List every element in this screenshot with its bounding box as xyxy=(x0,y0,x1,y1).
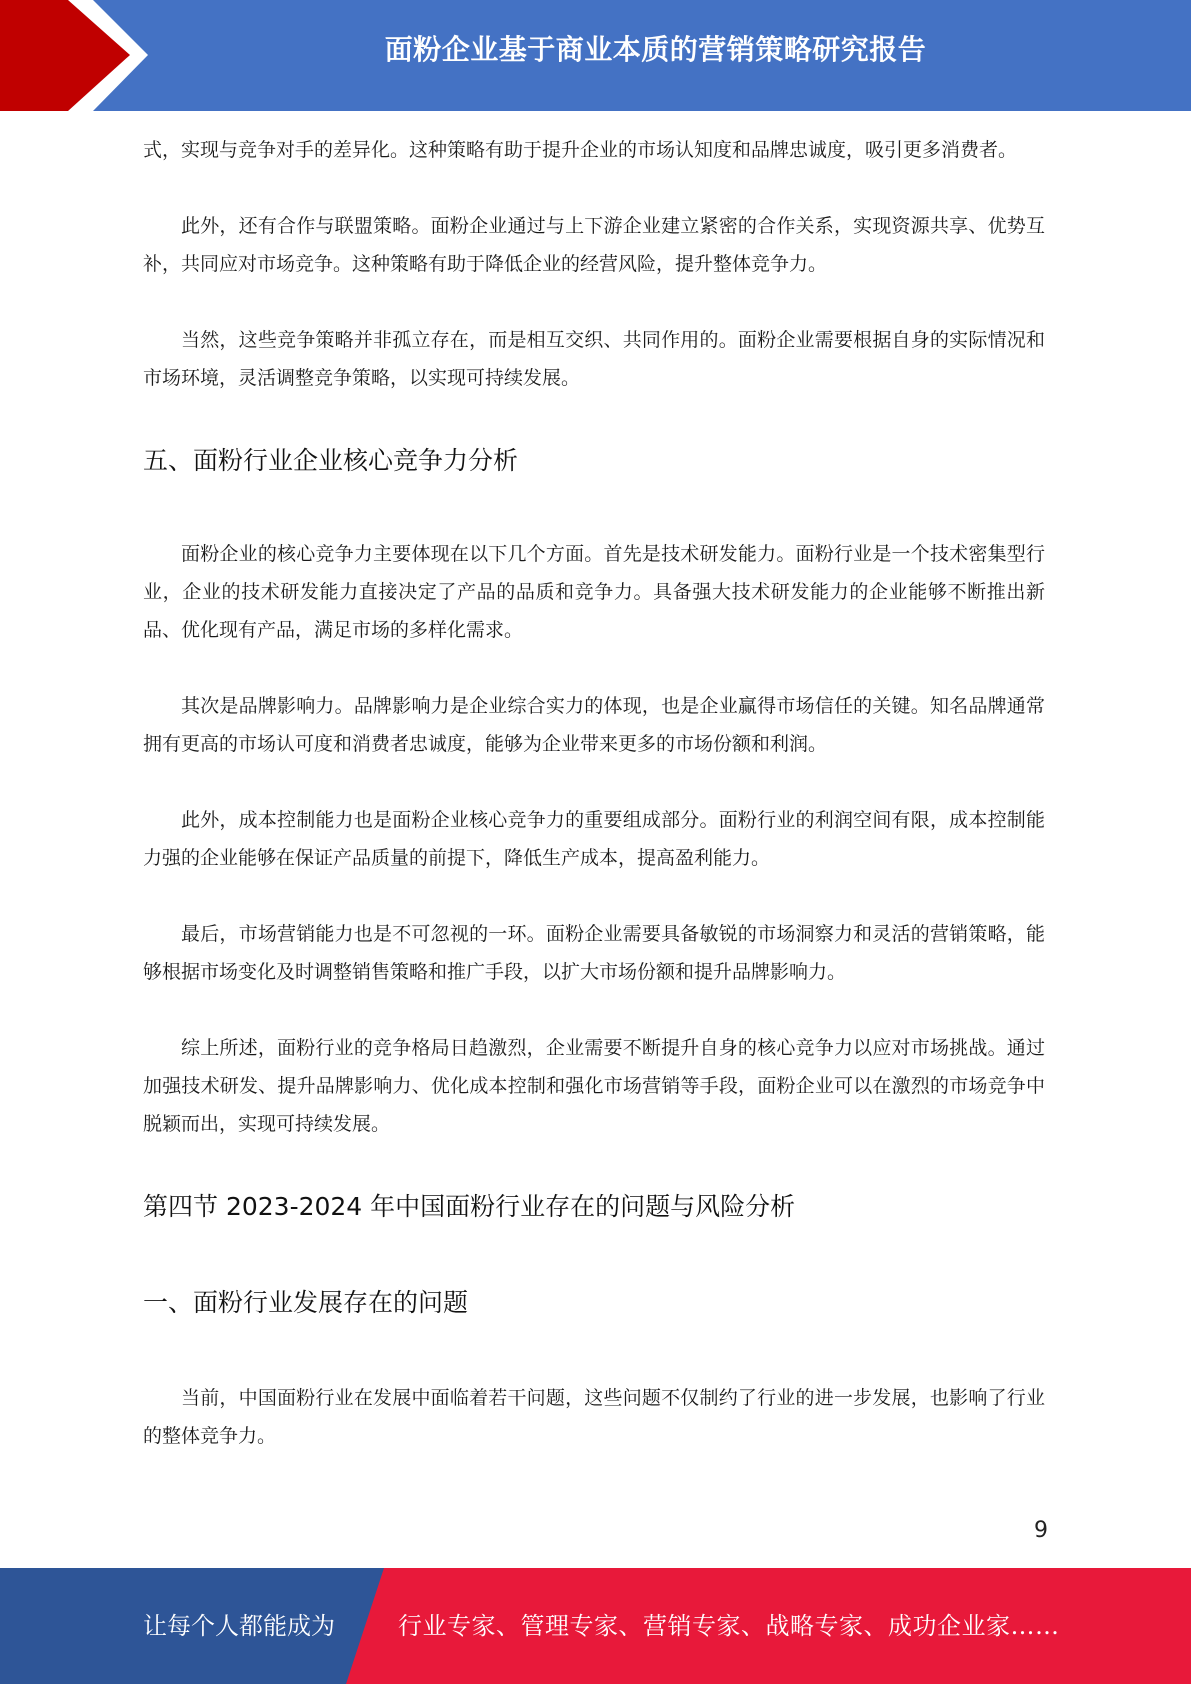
document-body xyxy=(143,131,1045,1493)
page-footer xyxy=(0,1568,1191,1684)
section-heading: 一、面粉行业发展存在的问题 xyxy=(143,1288,469,1317)
footer-slogan-right: 行业专家、管理专家、营销专家、战略专家、成功企业家…… xyxy=(398,1612,1060,1640)
paragraph: 综上所述，面粉行业的竞争格局日趋激烈，企业需要不断提升自身的核心竞争力以应对市场挑战。通过加强技术研发、提升品牌影响力、优化成本控制和强化市场营销等手段，面粉企业可以在激烈的市场竞争中脱颖而出，实现可持续发展。 xyxy=(143,1037,1045,1135)
report-title: 面粉企业基于商业本质的营销策略研究报告 xyxy=(384,33,927,66)
paragraph: 此外，成本控制能力也是面粉企业核心竞争力的重要组成部分。面粉行业的利润空间有限，成本控制能力强的企业能够在保证产品质量的前提下，降低生产成本，提高盈利能力。 xyxy=(143,809,1045,869)
paragraph: 其次是品牌影响力。品牌影响力是企业综合实力的体现，也是企业赢得市场信任的关键。知名品牌通常拥有更高的市场认可度和消费者忠诚度，能够为企业带来更多的市场份额和利润。 xyxy=(143,695,1045,755)
section-heading: 五、面粉行业企业核心竞争力分析 xyxy=(143,446,519,475)
paragraph: 当前，中国面粉行业在发展中面临着若干问题，这些问题不仅制约了行业的进一步发展，也影响了行业的整体竞争力。 xyxy=(143,1387,1045,1447)
paragraph: 当然，这些竞争策略并非孤立存在，而是相互交织、共同作用的。面粉企业需要根据自身的实际情况和市场环境，灵活调整竞争策略，以实现可持续发展。 xyxy=(143,329,1045,389)
paragraph: 最后，市场营销能力也是不可忽视的一环。面粉企业需要具备敏锐的市场洞察力和灵活的营销策略，能够根据市场变化及时调整销售策略和推广手段，以扩大市场份额和提升品牌影响力。 xyxy=(143,923,1045,983)
chapter-section-heading: 第四节 2023-2024 年中国面粉行业存在的问题与风险分析 xyxy=(143,1192,796,1221)
paragraph: 此外，还有合作与联盟策略。面粉企业通过与上下游企业建立紧密的合作关系，实现资源共享、优势互补，共同应对市场竞争。这种策略有助于降低企业的经营风险，提升整体竞争力。 xyxy=(143,215,1045,275)
paragraph: 面粉企业的核心竞争力主要体现在以下几个方面。首先是技术研发能力。面粉行业是一个技术密集型行业，企业的技术研发能力直接决定了产品的品质和竞争力。具备强大技术研发能力的企业能够不断推出新品、优化现有产品，满足市场的多样化需求。 xyxy=(143,543,1045,641)
footer-slogan-left: 让每个人都能成为 xyxy=(143,1612,335,1640)
paragraph: 式，实现与竞争对手的差异化。这种策略有助于提升企业的市场认知度和品牌忠诚度，吸引更多消费者。 xyxy=(143,139,1018,161)
page-number: 9 xyxy=(1034,1518,1048,1543)
page-header xyxy=(0,0,1191,111)
